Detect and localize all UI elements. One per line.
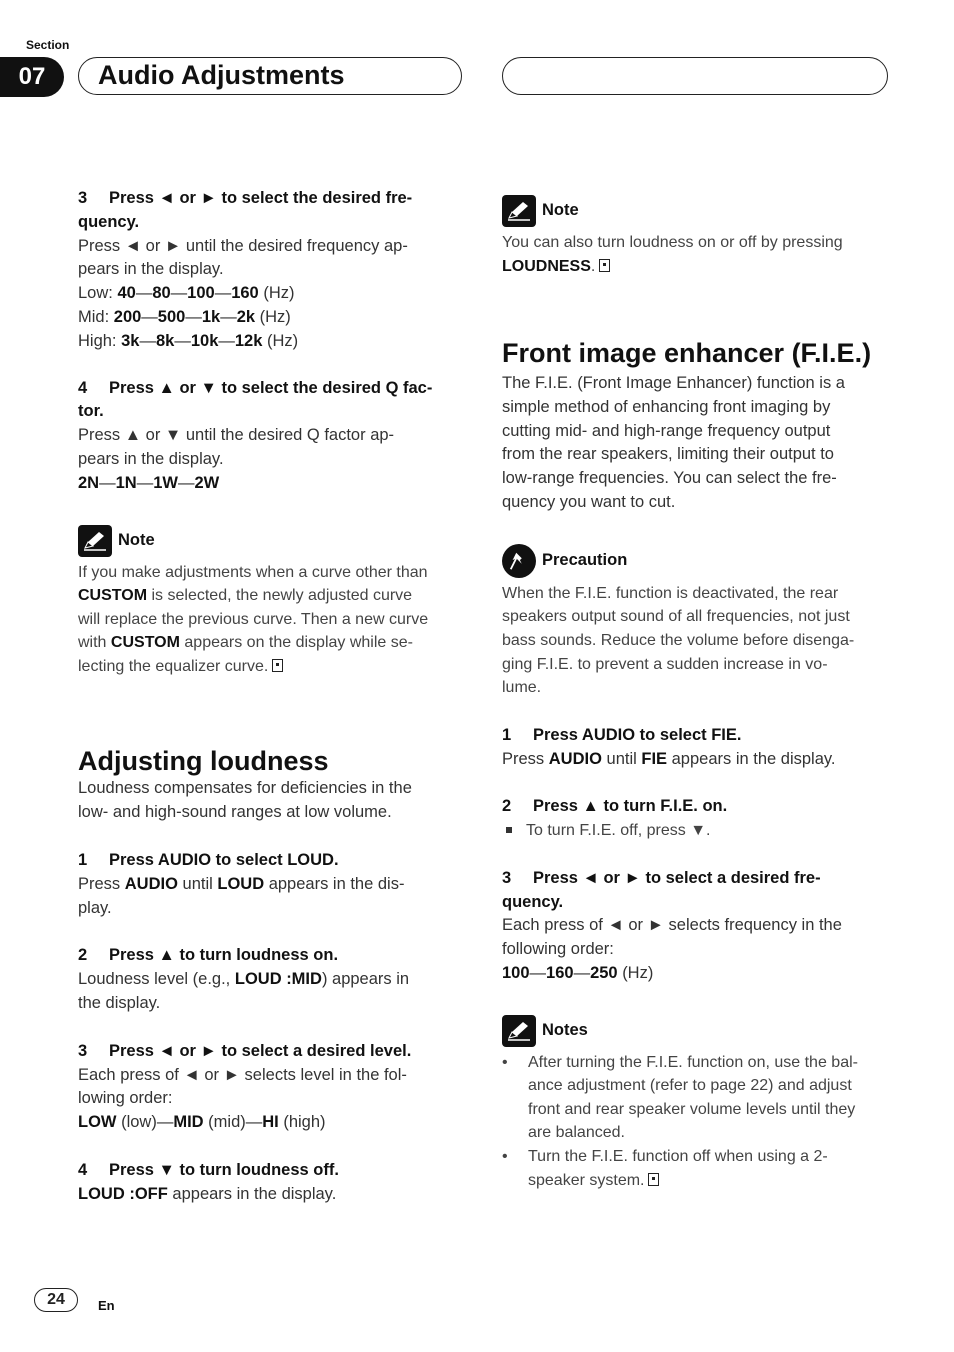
step-body-cont: pears in the display.	[78, 260, 224, 279]
fie-frequencies: 100—160—250 (Hz)	[502, 963, 654, 982]
loud-step-1: 1 Press AUDIO to select LOUD. Press AUDIO until LOUD appears in the dis- play.	[78, 850, 405, 917]
low-frequencies: Low: 40—80—100—160 (Hz)	[78, 284, 295, 303]
language-code: En	[98, 1298, 115, 1313]
fie-intro: The F.I.E. (Front Image Enhancer) function is a simple method of enhancing front imaging by cutting mid- and high-range frequency output from the rear speakers, limiting their output to low-range frequencies. You can select the fre- quency you want to cut.	[502, 373, 845, 511]
loudness-section: Adjusting loudness Loudness compensates for deficiencies in the low- and high-sound ranges at low volume. 1 Press AUDIO to select LOUD. Press AUDIO until LOUD appears in the dis- play. 2 Press ▲ to turn loudness on. Loudness level (e.g., LOUD :MID) appears in the display. 3 Press ◄ or ► to select a desired level. Each press of ◄ or ► selects level in the fol- lowing order: LOW (low)—MID (mid)—HI (high) 4 Press ▼ to turn loudness off. LOUD :OFF appears in the display.	[78, 750, 468, 1207]
notes-list	[502, 1051, 894, 1193]
note-box	[78, 525, 468, 679]
precaution-pin-icon	[502, 544, 536, 578]
page-number: 24	[34, 1288, 78, 1312]
loud-step-2: 2 Press ▲ to turn loudness on. Loudness level (e.g., LOUD :MID) appears in the display.	[78, 946, 410, 1012]
left-column	[78, 187, 468, 1206]
loudness-note-box	[502, 195, 894, 278]
section-heading: Adjusting loudness	[78, 745, 329, 776]
note-pencil-icon	[78, 525, 112, 557]
loud-step-3: 3 Press ◄ or ► to select a desired level. Each press of ◄ or ► selects level in the fol- lowing order: LOW (low)—MID (mid)—HI (high)	[78, 1041, 412, 1132]
step-body: Press ◄ or ► until the desired frequency ap-	[78, 236, 408, 255]
fie-section	[502, 338, 894, 515]
step-3-frequency	[78, 187, 468, 354]
note-text: If you make adjustments when a curve other than CUSTOM is selected, the newly adjusted curve will replace the previous curve. Then a new curve with CUSTOM appears on the display while se- lecting the equalizer curve.	[78, 563, 429, 675]
end-mark-icon	[272, 659, 283, 672]
notes-box	[502, 1015, 894, 1193]
right-header-frame	[502, 57, 888, 95]
list-item: • Turn the F.I.E. function off when using a 2- speaker system.	[502, 1145, 894, 1192]
section-number: 07	[0, 57, 64, 97]
step-heading: Press ◄ or ► to select the desired fre-	[109, 189, 413, 207]
note-pencil-icon	[502, 1015, 536, 1047]
end-mark-icon	[648, 1173, 659, 1186]
high-frequencies: High: 3k—8k—10k—12k (Hz)	[78, 331, 299, 350]
right-column	[502, 195, 894, 1192]
section-label: Section	[26, 38, 70, 52]
note-text: You can also turn loudness on or off by pressing LOUDNESS.	[502, 234, 843, 275]
note-heading: Note	[542, 201, 579, 220]
q-factor-values: 2N—1N—1W—2W	[78, 473, 220, 492]
end-mark-icon	[599, 259, 610, 272]
precaution-heading: Precaution	[542, 550, 628, 569]
square-bullet-icon	[506, 827, 512, 833]
precaution-text: When the F.I.E. function is deactivated, the rear speakers output sound of all frequencies, not just bass sounds. Reduce the volume before disenga- ging F.I.E. to prevent a sudden increase in vo- lume.	[502, 584, 855, 697]
loud-step-4: 4 Press ▼ to turn loudness off. LOUD :OFF appears in the display.	[78, 1160, 339, 1203]
mid-frequencies: Mid: 200—500—1k—2k (Hz)	[78, 307, 291, 326]
fie-step-2: 2 Press ▲ to turn F.I.E. on. To turn F.I.E. off, press ▼.	[502, 797, 728, 840]
fie-step-3: 3 Press ◄ or ► to select a desired fre- quency. Each press of ◄ or ► selects frequency in the following order: 100—160—250 (Hz)	[502, 867, 894, 986]
section-heading: Front image enhancer (F.I.E.)	[502, 338, 872, 369]
page-title: Audio Adjustments	[98, 60, 345, 90]
note-pencil-icon	[502, 195, 536, 227]
step-number: 3	[78, 189, 88, 207]
step-heading-cont: quency.	[78, 212, 140, 231]
fie-step-1: 1 Press AUDIO to select FIE. Press AUDIO until FIE appears in the display.	[502, 725, 836, 768]
notes-heading: Notes	[542, 1020, 588, 1039]
note-heading: Note	[118, 530, 155, 549]
step-4-q-factor: 4 Press ▲ or ▼ to select the desired Q fac- tor. Press ▲ or ▼ until the desired Q factor ap- pears in the display. 2N—1N—1W—2W	[78, 377, 468, 496]
precaution-box	[502, 544, 894, 700]
list-item: • After turning the F.I.E. function on, use the bal- ance adjustment (refer to page 22) and adjust front and rear speaker volume levels until they are balanced.	[502, 1051, 894, 1145]
